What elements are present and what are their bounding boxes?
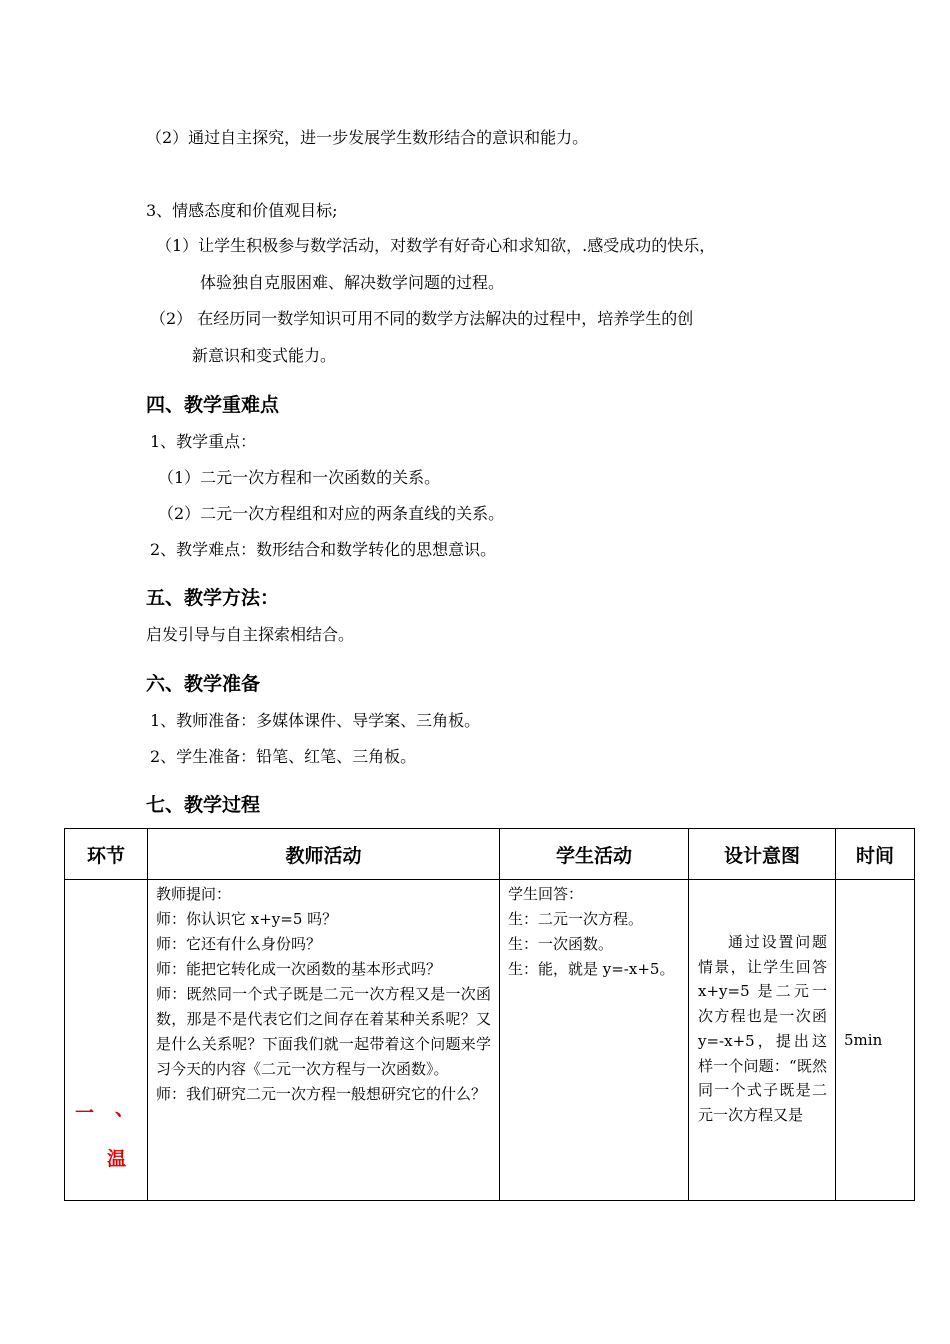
column-header: 时间 [836, 829, 915, 880]
time-cell: 5min [836, 880, 915, 1201]
stage-label: 一 [75, 1102, 95, 1124]
objective-line: 新意识和变式能力。 [192, 346, 337, 365]
teacher-line: 师：能把它转化成一次函数的基本形式吗？ [156, 960, 442, 978]
teacher-line: 师：它还有什么身份吗？ [156, 935, 322, 953]
table-row [65, 880, 915, 1201]
teacher-line: 教师提问： [156, 885, 232, 903]
objective-line: 体验独自克服困难、解决数学问题的过程。 [200, 273, 505, 292]
student-line: 生：能，就是 y=-x+5。 [508, 960, 675, 978]
list-item: 2、教学难点：数形结合和数学转化的思想意识。 [150, 540, 497, 559]
column-header: 教师活动 [148, 829, 500, 880]
section-heading: 七、教学过程 [146, 794, 261, 816]
teacher-line: 师：你认识它 x+y=5 吗？ [156, 910, 338, 928]
design-intent-cell [689, 880, 836, 1201]
objective-heading: 3、情感态度和价值观目标; [146, 201, 338, 220]
list-item: 1、教师准备：多媒体课件、导学案、三角板。 [150, 711, 481, 730]
section-heading: 五、教学方法： [146, 587, 280, 609]
objective-line: （1）让学生积极参与数学活动，对数学有好奇心和求知欲，.感受成功的快乐， [156, 236, 716, 255]
stage-cell [65, 880, 148, 1201]
list-item: 启发引导与自主探索相结合。 [146, 625, 355, 644]
column-header: 环节 [65, 829, 148, 880]
teacher-activity-cell [148, 880, 500, 1201]
section-heading: 四、教学重难点 [146, 394, 280, 416]
teacher-line: 师：我们研究二元一次方程一般想研究它的什么？ [156, 1085, 487, 1103]
process-table [64, 828, 915, 1201]
section-heading: 六、教学准备 [146, 673, 261, 695]
student-activity-cell [500, 880, 689, 1201]
student-line: 学生回答： [508, 885, 584, 903]
list-item: （2）二元一次方程组和对应的两条直线的关系。 [158, 504, 505, 523]
list-item: 1、教学重点： [150, 432, 257, 451]
list-item: （1）二元一次方程和一次函数的关系。 [158, 468, 441, 487]
objective-line: （2） 在经历同一数学知识可用不同的数学方法解决的过程中，培养学生的创 [150, 309, 694, 328]
teacher-line: 师：既然同一个式子既是二元一次方程又是一次函数，那是不是代表它们之间存在着某种关系呢？又是什么关系呢？下面我们就一起带着这个问题来学习今天的内容《二元一次方程与一次函数》。 [156, 985, 491, 1078]
design-text: 通过设置问题情景，让学生回答 x+y=5 是二元一次方程也是一次函 y=-x+5，提出这样一个问题：“既然同一个式子既是二元一次方程又是 [698, 933, 827, 1124]
student-line: 生：一次函数。 [508, 935, 614, 953]
stage-label: 温 [107, 1148, 127, 1170]
column-header: 学生活动 [500, 829, 689, 880]
table-header-row [65, 829, 915, 880]
list-item: 2、学生准备：铅笔、红笔、三角板。 [150, 747, 417, 766]
student-line: 生：二元一次方程。 [508, 910, 644, 928]
objective-line: （2）通过自主探究，进一步发展学生数形结合的意识和能力。 [146, 128, 589, 147]
stage-label: 、 [115, 1098, 135, 1120]
column-header: 设计意图 [689, 829, 836, 880]
